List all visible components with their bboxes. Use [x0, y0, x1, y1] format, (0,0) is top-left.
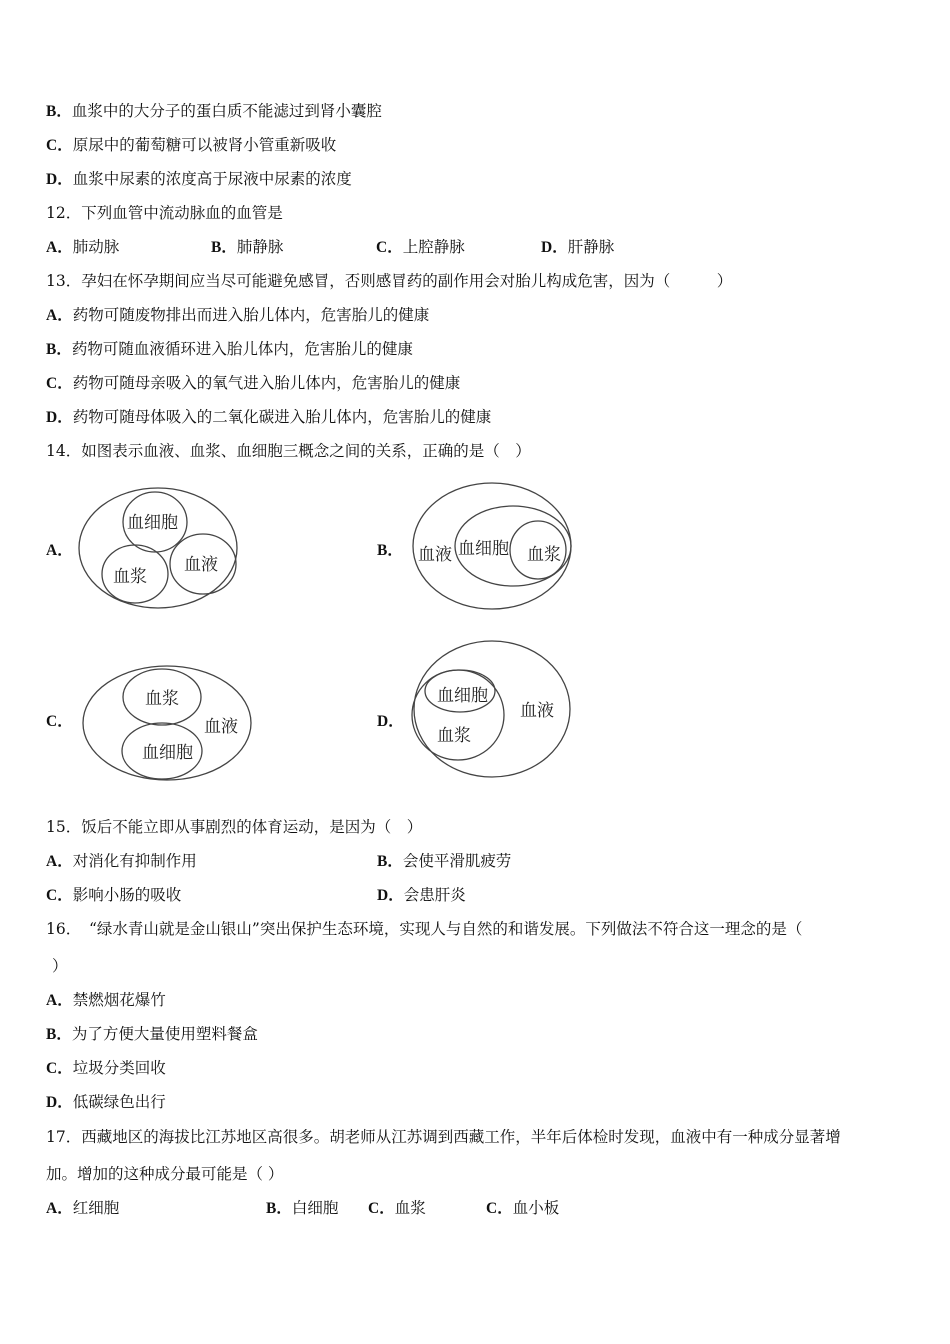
fig-a-text-3: 血液 [184, 555, 218, 575]
q17-stem-line1: 17．西藏地区的海拔比江苏地区高很多。胡老师从江苏调到西藏工作，半年后体检时发现，血液中有一种成分显著增 [46, 1128, 841, 1146]
fig-b-text-3: 血浆 [527, 545, 561, 565]
q12-option-d: D．肝静脉 [541, 238, 615, 256]
q17-option-b: B．白细胞 [266, 1199, 339, 1217]
q13-option-d: D．药物可随母体吸入的二氧化碳进入胎儿体内，危害胎儿的健康 [46, 408, 492, 426]
fig-d-text-3: 血液 [520, 701, 554, 721]
q12-stem: 12．下列血管中流动脉血的血管是 [46, 204, 283, 222]
q12-option-a: A．肺动脉 [46, 238, 120, 256]
q15-option-a: A．对消化有抑制作用 [46, 852, 197, 870]
q13-option-b: B．药物可随血液循环进入胎儿体内，危害胎儿的健康 [46, 340, 413, 358]
fig-c-text-3: 血细胞 [142, 743, 193, 763]
q17-stem-line2: 加。增加的这种成分最可能是（ ） [46, 1165, 284, 1183]
q14-figure-a-label: A． [46, 542, 73, 559]
fig-c-text-2: 血液 [204, 717, 238, 737]
q14-figure-b [408, 478, 576, 614]
q12-option-b: B．肺静脉 [211, 238, 284, 256]
q16-option-a: A．禁燃烟花爆竹 [46, 991, 166, 1009]
q11-option-c: C．原尿中的葡萄糖可以被肾小管重新吸收 [46, 136, 337, 154]
fig-a-text-1: 血细胞 [127, 513, 178, 533]
q11-option-b: B．血浆中的大分子的蛋白质不能滤过到肾小囊腔 [46, 102, 382, 120]
q14-figure-c [79, 662, 255, 784]
fig-b-text-1: 血液 [418, 545, 452, 565]
q17-option-d: C．血小板 [486, 1199, 560, 1217]
q13-option-a: A．药物可随废物排出而进入胎儿体内，危害胎儿的健康 [46, 306, 430, 324]
q15-option-d: D．会患肝炎 [377, 886, 466, 904]
q14-figure-d [408, 636, 578, 782]
q16-option-c: C．垃圾分类回收 [46, 1059, 166, 1077]
fig-b-text-2: 血细胞 [458, 539, 509, 559]
q17-option-a: A．红细胞 [46, 1199, 120, 1217]
q17-option-c: C．血浆 [368, 1199, 426, 1217]
blood-outer-ellipse [79, 488, 237, 608]
q15-stem: 15．饭后不能立即从事剧烈的体育运动，是因为（ ） [46, 818, 423, 836]
q11-option-d: D．血浆中尿素的浓度高于尿液中尿素的浓度 [46, 170, 352, 188]
q13-option-c: C．药物可随母亲吸入的氧气进入胎儿体内，危害胎儿的健康 [46, 374, 461, 392]
q15-option-b: B．会使平滑肌疲劳 [377, 852, 512, 870]
fig-a-text-2: 血浆 [113, 567, 147, 587]
fig-d-text-1: 血细胞 [437, 686, 488, 706]
q14-figure-d-label: D． [377, 713, 404, 730]
fig-c-text-1: 血浆 [145, 689, 179, 709]
plasma-circle [412, 670, 504, 760]
q14-figure-b-label: B． [377, 542, 403, 559]
q14-figure-a [75, 486, 245, 614]
q16-option-d: D．低碳绿色出行 [46, 1093, 166, 1111]
fig-d-text-2: 血浆 [437, 726, 471, 746]
q14-stem: 14．如图表示血液、血浆、血细胞三概念之间的关系，正确的是（ ） [46, 442, 531, 460]
q12-option-c: C．上腔静脉 [376, 238, 465, 256]
q13-stem: 13．孕妇在怀孕期间应当尽可能避免感冒，否则感冒药的副作用会对胎儿构成危害，因为（ ） [46, 272, 733, 290]
q16-option-b: B．为了方便大量使用塑料餐盒 [46, 1025, 258, 1043]
q16-stem-line2: ） [52, 957, 68, 975]
q16-stem-line1: 16． “绿水青山就是金山银山”突出保护生态环境，实现人与自然的和谐发展。下列做法不符合这一理念的是（ [46, 920, 803, 938]
q15-option-c: C．影响小肠的吸收 [46, 886, 182, 904]
q14-figure-c-label: C． [46, 713, 73, 730]
